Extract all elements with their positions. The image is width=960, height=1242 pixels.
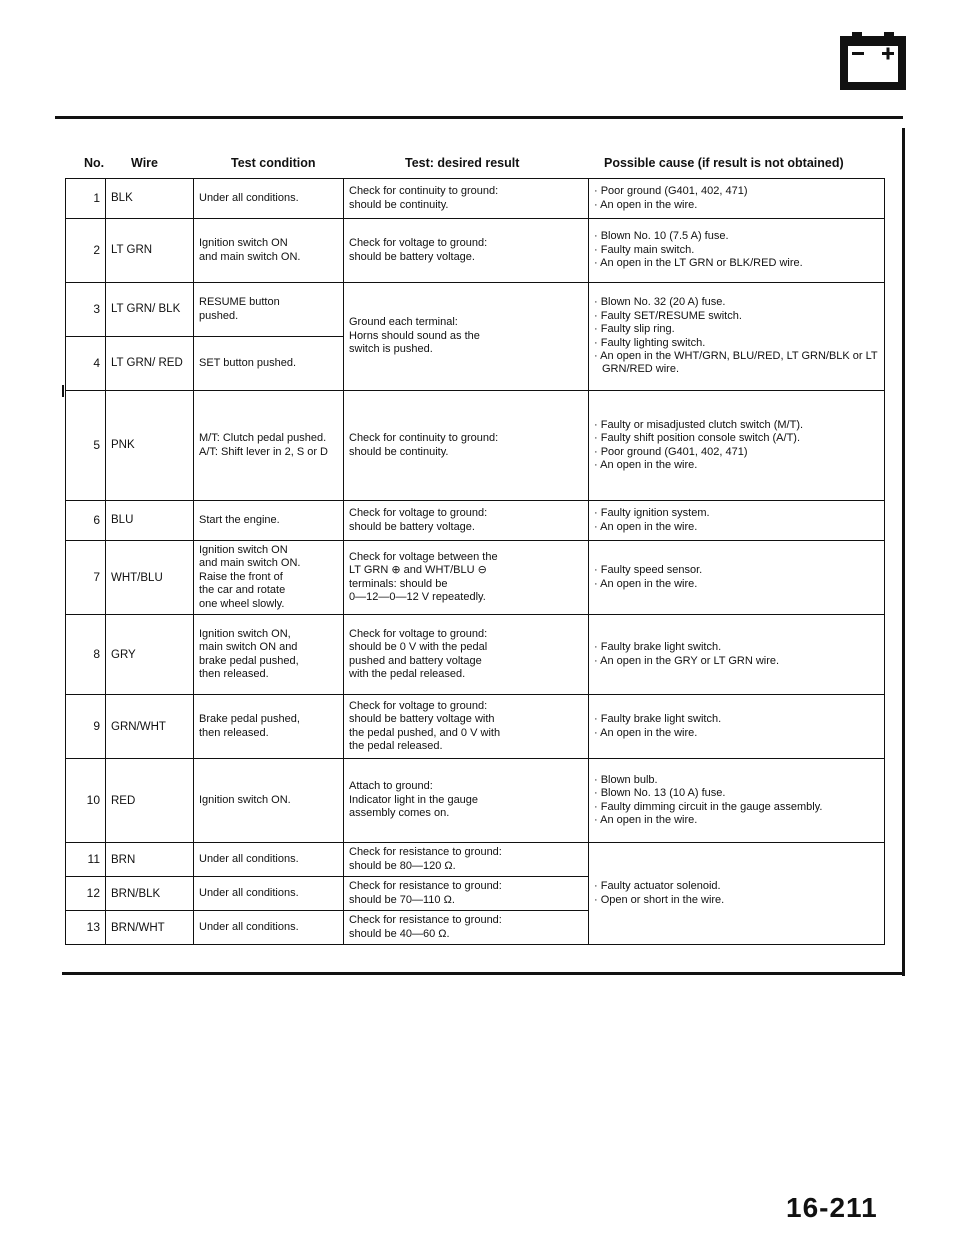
battery-icon [838,30,908,92]
possible-cause-line: · Faulty brake light switch. [594,641,722,654]
table-row [66,391,885,501]
test-condition-line: the car and rotate [199,584,286,597]
wire-color: BRN/WHT [106,911,194,945]
wire-color: PNK [106,391,194,501]
desired-result-line: should be continuity. [349,445,449,458]
possible-cause-line: · Faulty lighting switch. [594,336,706,349]
desired-result-line: should be 0 V with the pedal [349,641,488,654]
wire-color: WHT/BLU [106,541,194,615]
desired-result-line: should be 40—60 Ω. [349,927,450,940]
possible-cause [589,391,885,501]
wire-color: BRN [106,843,194,877]
desired-result-line: should be 70—110 Ω. [349,893,455,906]
possible-cause-line: · An open in the wire. [594,198,698,211]
test-condition-line: then released. [199,726,269,739]
row-number: 10 [66,759,106,843]
column-headers [0,156,960,176]
test-condition [194,283,344,337]
bracket-tick [62,385,64,397]
row-number: 4 [66,337,106,391]
row-number: 11 [66,843,106,877]
desired-result-line: Check for voltage to ground: [349,699,488,712]
test-condition [194,337,344,391]
table-row [66,179,885,219]
desired-result-line: Indicator light in the gauge [349,793,479,806]
possible-cause-line: · Faulty main switch. [594,243,695,256]
wire-color: BLK [106,179,194,219]
test-condition-line: then released. [199,667,269,680]
test-condition [194,911,344,945]
desired-result-line: should be battery voltage with [349,713,495,726]
possible-cause-line: · An open in the GRY or LT GRN wire. [594,654,780,667]
possible-cause-line: · Faulty slip ring. [594,323,675,336]
table-row [66,283,885,337]
test-condition-line: Brake pedal pushed, [199,713,300,726]
desired-result-line: Ground each terminal: [349,316,458,329]
desired-result-line: Check for voltage to ground: [349,627,488,640]
possible-cause [589,759,885,843]
test-condition-line: SET button pushed. [199,356,297,369]
test-condition-line: Under all conditions. [199,886,299,899]
wire-color: BLU [106,501,194,541]
possible-cause-line: · Faulty brake light switch. [594,713,722,726]
test-condition-line: Ignition switch ON [199,237,288,250]
table-row [66,615,885,695]
desired-result-line: should be continuity. [349,198,449,211]
possible-cause-line: · An open in the WHT/GRN, BLU/RED, LT GRN/BLK or LT GRN/RED wire. [594,349,878,376]
desired-result [344,541,589,615]
test-condition [194,501,344,541]
possible-cause [589,283,885,391]
possible-cause-line: · Faulty SET/RESUME switch. [594,309,742,322]
test-condition [194,843,344,877]
desired-result [344,615,589,695]
possible-cause [589,501,885,541]
table-row [66,759,885,843]
desired-result [344,759,589,843]
row-number: 12 [66,877,106,911]
possible-cause [589,615,885,695]
desired-result-line: Check for resistance to ground: [349,914,502,927]
test-condition-line: Under all conditions. [199,852,299,865]
desired-result-line: Check for voltage between the [349,550,498,563]
row-number: 8 [66,615,106,695]
test-condition-line: Under all conditions. [199,191,299,204]
desired-result-line: Check for voltage to ground: [349,237,488,250]
test-condition-line: and main switch ON. [199,250,301,263]
possible-cause [589,541,885,615]
desired-result [344,843,589,877]
possible-cause-line: · Faulty dimming circuit in the gauge assembly. [594,800,823,813]
possible-cause-line: · Faulty shift position console switch (A/T). [594,432,801,445]
desired-result [344,501,589,541]
row-number: 3 [66,283,106,337]
test-condition [194,391,344,501]
header-desired-result: Test: desired result [405,156,520,170]
possible-cause-line: · Blown No. 10 (7.5 A) fuse. [594,230,729,243]
wire-color: GRY [106,615,194,695]
test-condition-line: M/T: Clutch pedal pushed. [199,432,327,445]
possible-cause-line: · Faulty speed sensor. [594,564,703,577]
possible-cause [589,695,885,759]
test-condition [194,219,344,283]
table-row [66,501,885,541]
desired-result-line: the pedal pushed, and 0 V with [349,726,501,739]
desired-result-line: Check for continuity to ground: [349,185,499,198]
row-number: 2 [66,219,106,283]
table-row [66,541,885,615]
desired-result-line: Horns should sound as the [349,329,480,342]
test-condition [194,615,344,695]
desired-result-line: assembly comes on. [349,807,450,820]
header-possible-cause: Possible cause (if result is not obtained) [604,156,844,170]
possible-cause-line: · An open in the LT GRN or BLK/RED wire. [594,257,803,270]
row-number: 9 [66,695,106,759]
test-condition-line: main switch ON and [199,641,298,654]
desired-result-line: 0—12—0—12 V repeatedly. [349,590,486,603]
wire-color: GRN/WHT [106,695,194,759]
test-condition [194,541,344,615]
desired-result [344,877,589,911]
possible-cause-line: · Faulty or misadjusted clutch switch (M/T). [594,418,804,431]
possible-cause-line: · An open in the wire. [594,813,698,826]
possible-cause-line: · An open in the wire. [594,726,698,739]
row-number: 5 [66,391,106,501]
test-condition-line: Start the engine. [199,513,280,526]
possible-cause-line: · Blown No. 32 (20 A) fuse. [594,296,726,309]
test-condition-line: brake pedal pushed, [199,654,299,667]
desired-result-line: switch is pushed. [349,343,433,356]
desired-result [344,391,589,501]
desired-result-line: Attach to ground: [349,780,433,793]
possible-cause-line: · Open or short in the wire. [594,893,725,906]
bottom-rule [62,972,905,975]
test-condition-line: Ignition switch ON, [199,627,291,640]
possible-cause-line: · Faulty ignition system. [594,507,710,520]
desired-result [344,695,589,759]
possible-cause-line: · An open in the wire. [594,458,698,471]
test-condition [194,179,344,219]
desired-result [344,283,589,391]
row-number: 13 [66,911,106,945]
wire-color: LT GRN [106,219,194,283]
test-condition-line: and main switch ON. [199,557,301,570]
table-row [66,219,885,283]
test-condition-line: Ignition switch ON [199,544,288,556]
test-condition [194,759,344,843]
right-rule [902,128,905,976]
header-no: No. [84,156,105,170]
row-number: 6 [66,501,106,541]
test-table [65,178,885,945]
wire-color: LT GRN/ RED [106,337,194,391]
test-condition-line: one wheel slowly. [199,597,285,610]
possible-cause-line: · An open in the wire. [594,577,698,590]
desired-result [344,911,589,945]
desired-result-line: pushed and battery voltage [349,654,482,667]
possible-cause [589,219,885,283]
desired-result-line: LT GRN ⊕ and WHT/BLU ⊖ [349,564,487,577]
desired-result-line: Check for continuity to ground: [349,432,499,445]
row-number: 7 [66,541,106,615]
top-rule [55,116,903,119]
test-condition-line: RESUME button [199,296,280,309]
test-condition-line: A/T: Shift lever in 2, S or D [199,445,328,458]
desired-result [344,219,589,283]
test-condition-line: pushed. [199,309,239,322]
desired-result-line: Check for resistance to ground: [349,846,502,859]
desired-result-line: should be 80—120 Ω. [349,859,456,872]
table-row [66,843,885,877]
test-condition-line: Raise the front of [199,570,283,583]
possible-cause-line: · Blown bulb. [594,773,658,786]
possible-cause [589,843,885,945]
possible-cause-line: · An open in the wire. [594,520,698,533]
page-number: 16-211 [786,1192,878,1223]
header-wire: Wire [131,156,158,170]
desired-result-line: should be battery voltage. [349,250,475,263]
test-condition [194,695,344,759]
row-number: 1 [66,179,106,219]
desired-result-line: Check for voltage to ground: [349,507,488,520]
desired-result-line: Check for resistance to ground: [349,880,502,893]
desired-result-line: terminals: should be [349,577,448,590]
header-test-condition: Test condition [231,156,316,170]
wire-color: BRN/BLK [106,877,194,911]
desired-result-line: the pedal released. [349,739,443,752]
test-condition-line: Under all conditions. [199,920,299,933]
wire-color: LT GRN/ BLK [106,283,194,337]
desired-result-line: with the pedal released. [349,667,466,680]
possible-cause [589,179,885,219]
desired-result [344,179,589,219]
possible-cause-line: · Blown No. 13 (10 A) fuse. [594,787,726,800]
table-row [66,695,885,759]
possible-cause-line: · Poor ground (G401, 402, 471) [594,445,748,458]
possible-cause-line: · Poor ground (G401, 402, 471) [594,185,748,198]
test-condition [194,877,344,911]
wire-color: RED [106,759,194,843]
desired-result-line: should be battery voltage. [349,520,475,533]
possible-cause-line: · Faulty actuator solenoid. [594,880,721,893]
test-condition-line: Ignition switch ON. [199,793,291,806]
